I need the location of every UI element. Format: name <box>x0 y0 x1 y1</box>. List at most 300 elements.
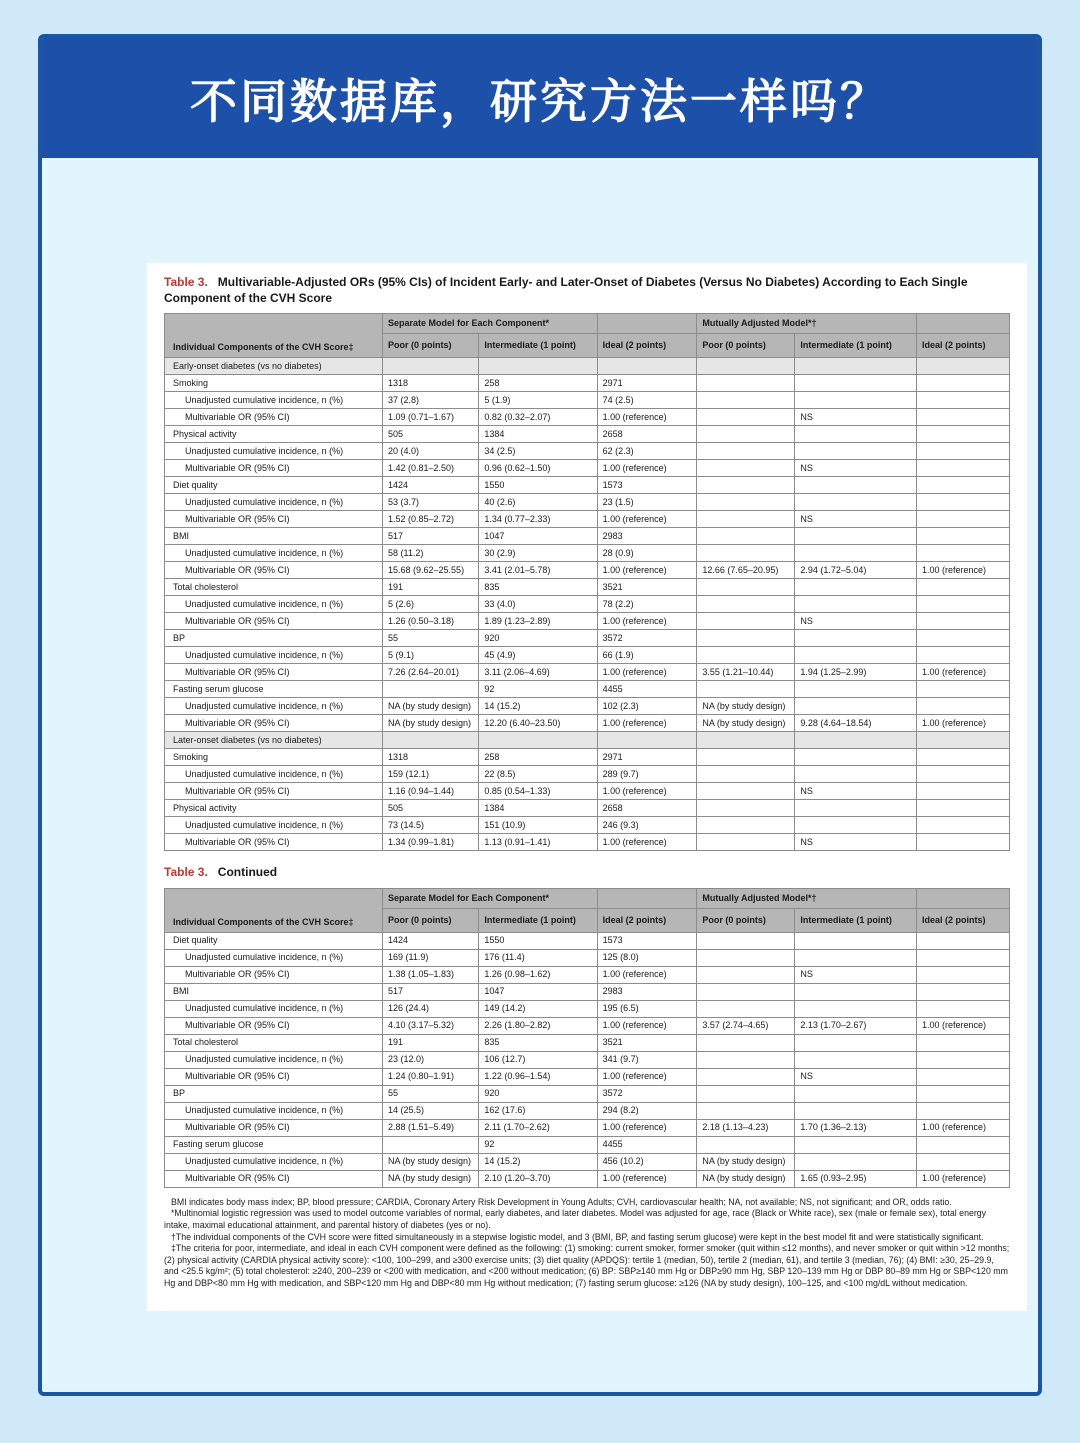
row-label-cell: Early-onset diabetes (vs no diabetes) <box>165 358 383 375</box>
value-cell: 14 (25.5) <box>383 1102 479 1119</box>
value-cell: 2.88 (1.51–5.49) <box>383 1119 479 1136</box>
value-cell: NA (by study design) <box>383 1153 479 1170</box>
value-cell: 1.00 (reference) <box>597 562 697 579</box>
table1-caption <box>164 275 1010 306</box>
table-row <box>165 1068 1010 1085</box>
value-cell: 1.70 (1.36–2.13) <box>795 1119 917 1136</box>
value-cell <box>697 1085 795 1102</box>
row-label-cell: Multivariable OR (95% CI) <box>165 783 383 800</box>
value-cell <box>795 1153 917 1170</box>
column-header: Intermediate (1 point) <box>479 334 597 358</box>
row-label-cell: Unadjusted cumulative incidence, n (%) <box>165 596 383 613</box>
value-cell: 1573 <box>597 477 697 494</box>
value-cell: 1424 <box>383 477 479 494</box>
table1-group-header-row <box>165 314 1010 334</box>
value-cell <box>697 800 795 817</box>
value-cell: 517 <box>383 983 479 1000</box>
value-cell: 456 (10.2) <box>597 1153 697 1170</box>
value-cell: 1.00 (reference) <box>597 1068 697 1085</box>
value-cell <box>795 1000 917 1017</box>
row-label-cell: Unadjusted cumulative incidence, n (%) <box>165 1051 383 1068</box>
value-cell <box>795 443 917 460</box>
value-cell: NA (by study design) <box>697 1170 795 1187</box>
value-cell: 9.28 (4.64–18.54) <box>795 715 917 732</box>
row-label-cell: Multivariable OR (95% CI) <box>165 715 383 732</box>
table-row <box>165 698 1010 715</box>
value-cell <box>479 732 597 749</box>
value-cell <box>697 647 795 664</box>
row-label-cell: BP <box>165 1085 383 1102</box>
row-label-cell: Unadjusted cumulative incidence, n (%) <box>165 698 383 715</box>
footnote-asterisk: *Multinomial logistic regression was used to model outcome variables of normal, early diabetes, and later diabetes. Model was adjusted for age, race (Black or White race), sex (male or female sex), total energy intake, maximal educational attainment, and parental history of diabetes (yes or no). <box>164 1208 987 1230</box>
value-cell: 2.94 (1.72–5.04) <box>795 562 917 579</box>
table-row <box>165 1153 1010 1170</box>
value-cell <box>917 443 1010 460</box>
row-label-cell: Unadjusted cumulative incidence, n (%) <box>165 392 383 409</box>
row-label-cell: Fasting serum glucose <box>165 1136 383 1153</box>
value-cell <box>697 732 795 749</box>
table2 <box>164 888 1010 1188</box>
value-cell <box>697 579 795 596</box>
table-row <box>165 511 1010 528</box>
value-cell <box>597 732 697 749</box>
value-cell <box>917 511 1010 528</box>
value-cell: 2.11 (1.70–2.62) <box>479 1119 597 1136</box>
value-cell: 1.00 (reference) <box>597 1170 697 1187</box>
value-cell <box>795 579 917 596</box>
table-row <box>165 1170 1010 1187</box>
row-label-cell: Multivariable OR (95% CI) <box>165 562 383 579</box>
footnote-dagger: †The individual components of the CVH score were fitted simultaneously in a stepwise logistic model, and 3 (BMI, BP, and fasting serum glucose) were kept in the best model fit and were statistically significant. <box>171 1231 984 1242</box>
column-header: Poor (0 points) <box>383 334 479 358</box>
value-cell: 3.57 (2.74–4.65) <box>697 1017 795 1034</box>
value-cell: NS <box>795 783 917 800</box>
value-cell: 33 (4.0) <box>479 596 597 613</box>
value-cell: NA (by study design) <box>697 715 795 732</box>
value-cell <box>597 358 697 375</box>
table-row <box>165 477 1010 494</box>
table-row <box>165 1000 1010 1017</box>
value-cell: 1.00 (reference) <box>597 966 697 983</box>
value-cell: 45 (4.9) <box>479 647 597 664</box>
value-cell: 92 <box>479 1136 597 1153</box>
value-cell: 73 (14.5) <box>383 817 479 834</box>
value-cell <box>795 766 917 783</box>
table-row <box>165 647 1010 664</box>
value-cell: 1.13 (0.91–1.41) <box>479 834 597 851</box>
table-row <box>165 834 1010 851</box>
value-cell: 23 (12.0) <box>383 1051 479 1068</box>
value-cell <box>697 749 795 766</box>
value-cell: 30 (2.9) <box>479 545 597 562</box>
value-cell: 55 <box>383 630 479 647</box>
value-cell <box>795 932 917 949</box>
value-cell: 1550 <box>479 477 597 494</box>
footnote-abbreviations: BMI indicates body mass index; BP, blood pressure; CARDIA, Coronary Artery Risk Development in Young Adults; CVH, cardiovascular health; NA, not available; NS, not significant; and OR, odds ratio. <box>171 1196 952 1207</box>
value-cell: 1.94 (1.25–2.99) <box>795 664 917 681</box>
value-cell: 1.38 (1.05–1.83) <box>383 966 479 983</box>
column-header: Ideal (2 points) <box>917 908 1010 932</box>
value-cell: 4455 <box>597 681 697 698</box>
value-cell: 58 (11.2) <box>383 545 479 562</box>
value-cell: 1.00 (reference) <box>597 460 697 477</box>
value-cell: 1.00 (reference) <box>597 834 697 851</box>
table-row <box>165 1136 1010 1153</box>
value-cell: 2.18 (1.13–4.23) <box>697 1119 795 1136</box>
table-footnotes <box>164 1197 1010 1290</box>
value-cell: 106 (12.7) <box>479 1051 597 1068</box>
value-cell: 1.00 (reference) <box>597 1017 697 1034</box>
value-cell <box>917 1000 1010 1017</box>
value-cell <box>479 358 597 375</box>
value-cell <box>795 494 917 511</box>
value-cell: NS <box>795 966 917 983</box>
value-cell: 78 (2.2) <box>597 596 697 613</box>
group-header-spacer <box>597 888 697 908</box>
value-cell: 517 <box>383 528 479 545</box>
value-cell: 7.26 (2.64–20.01) <box>383 664 479 681</box>
value-cell: 22 (8.5) <box>479 766 597 783</box>
value-cell <box>917 494 1010 511</box>
value-cell: 341 (9.7) <box>597 1051 697 1068</box>
value-cell: 126 (24.4) <box>383 1000 479 1017</box>
value-cell <box>795 528 917 545</box>
title-banner <box>42 38 1038 158</box>
value-cell: 37 (2.8) <box>383 392 479 409</box>
row-label-cell: Multivariable OR (95% CI) <box>165 664 383 681</box>
value-cell: NS <box>795 460 917 477</box>
value-cell: 0.85 (0.54–1.33) <box>479 783 597 800</box>
value-cell <box>917 1153 1010 1170</box>
value-cell <box>697 460 795 477</box>
value-cell <box>697 375 795 392</box>
row-label-cell: Physical activity <box>165 426 383 443</box>
group-header-spacer <box>917 888 1010 908</box>
value-cell: 1.00 (reference) <box>917 664 1010 681</box>
value-cell <box>697 494 795 511</box>
value-cell <box>795 698 917 715</box>
table-row <box>165 949 1010 966</box>
value-cell <box>697 681 795 698</box>
row-label-cell: BMI <box>165 528 383 545</box>
table-row <box>165 579 1010 596</box>
value-cell <box>795 1085 917 1102</box>
table-row <box>165 494 1010 511</box>
column-header: Poor (0 points) <box>697 908 795 932</box>
value-cell <box>795 375 917 392</box>
value-cell: 3521 <box>597 1034 697 1051</box>
value-cell: 1.00 (reference) <box>597 613 697 630</box>
value-cell: NS <box>795 409 917 426</box>
value-cell: 34 (2.5) <box>479 443 597 460</box>
row-label-cell: Unadjusted cumulative incidence, n (%) <box>165 1102 383 1119</box>
value-cell: 2971 <box>597 749 697 766</box>
row-label-cell: Multivariable OR (95% CI) <box>165 1068 383 1085</box>
value-cell: 0.96 (0.62–1.50) <box>479 460 597 477</box>
value-cell: 1318 <box>383 749 479 766</box>
value-cell: 1047 <box>479 983 597 1000</box>
value-cell: 1.00 (reference) <box>597 783 697 800</box>
value-cell <box>795 1034 917 1051</box>
value-cell: 1.34 (0.99–1.81) <box>383 834 479 851</box>
column-header: Ideal (2 points) <box>597 334 697 358</box>
value-cell: 1.89 (1.23–2.89) <box>479 613 597 630</box>
value-cell <box>795 749 917 766</box>
value-cell <box>383 1136 479 1153</box>
value-cell: 1384 <box>479 426 597 443</box>
value-cell <box>697 409 795 426</box>
value-cell: 151 (10.9) <box>479 817 597 834</box>
value-cell <box>383 681 479 698</box>
column-header: Poor (0 points) <box>383 908 479 932</box>
value-cell <box>697 358 795 375</box>
value-cell: 1.00 (reference) <box>597 664 697 681</box>
value-cell <box>697 983 795 1000</box>
table1-stub-header: Individual Components of the CVH Score‡ <box>165 314 383 358</box>
value-cell: 3572 <box>597 1085 697 1102</box>
value-cell <box>795 1136 917 1153</box>
row-label-cell: Multivariable OR (95% CI) <box>165 409 383 426</box>
table2-stub-header: Individual Components of the CVH Score‡ <box>165 888 383 932</box>
table-row <box>165 1102 1010 1119</box>
value-cell: 162 (17.6) <box>479 1102 597 1119</box>
value-cell: NA (by study design) <box>383 715 479 732</box>
table-row <box>165 545 1010 562</box>
value-cell <box>697 1051 795 1068</box>
value-cell <box>383 358 479 375</box>
value-cell: 15.68 (9.62–25.55) <box>383 562 479 579</box>
value-cell: 1.00 (reference) <box>917 715 1010 732</box>
value-cell: 92 <box>479 681 597 698</box>
footnote-double-dagger: ‡The criteria for poor, intermediate, and ideal in each CVH component were defined as the following: (1) smoking: current smoker, former smoker (quit within ≤12 months), and never smoker or quit within >12 months; (2) physical activity (CARDIA physical activity score): <100, 100–299, and ≥300 exercise units; (3) diet quality (APDQS): tertile 1 (median, 50), tertile 2 (median, 61), and tertile 3 (median, 76); (4) BMI: ≥30, 25–29.9, and <25.5 kg/m²; (5) total cholesterol: ≥240, 200–239 or <200 with medication, and <200 without medication; (6) BP: SBP≥140 mm Hg or DBP≥90 mm Hg, SBP 120–139 mm Hg or DBP 80–89 mm Hg or SBP<120 mm Hg and DBP<80 mm Hg with medication, and SBP<120 mm Hg and DBP<80 mm Hg without medication; (7) fasting serum glucose: ≥126 (NA by study design), 100–125, and <100 mg/dL without medication. <box>164 1243 1010 1289</box>
column-header: Ideal (2 points) <box>917 334 1010 358</box>
value-cell <box>917 749 1010 766</box>
table-row <box>165 630 1010 647</box>
value-cell: 102 (2.3) <box>597 698 697 715</box>
value-cell <box>697 630 795 647</box>
value-cell <box>697 949 795 966</box>
row-label-cell: Multivariable OR (95% CI) <box>165 1017 383 1034</box>
value-cell: 2983 <box>597 983 697 1000</box>
value-cell: NS <box>795 834 917 851</box>
table-row <box>165 1051 1010 1068</box>
value-cell <box>795 545 917 562</box>
value-cell: 14 (15.2) <box>479 1153 597 1170</box>
row-label-cell: Multivariable OR (95% CI) <box>165 613 383 630</box>
value-cell <box>917 834 1010 851</box>
value-cell <box>917 613 1010 630</box>
value-cell: 3.11 (2.06–4.69) <box>479 664 597 681</box>
value-cell <box>917 630 1010 647</box>
value-cell <box>917 647 1010 664</box>
value-cell: 1.00 (reference) <box>597 1119 697 1136</box>
value-cell <box>697 426 795 443</box>
value-cell <box>917 528 1010 545</box>
value-cell: 195 (6.5) <box>597 1000 697 1017</box>
value-cell <box>795 800 917 817</box>
table-row <box>165 392 1010 409</box>
value-cell <box>697 443 795 460</box>
row-label-cell: Diet quality <box>165 477 383 494</box>
table-row <box>165 426 1010 443</box>
value-cell: 66 (1.9) <box>597 647 697 664</box>
value-cell <box>697 477 795 494</box>
column-header: Intermediate (1 point) <box>479 908 597 932</box>
value-cell <box>697 834 795 851</box>
value-cell: 4455 <box>597 1136 697 1153</box>
table-row <box>165 800 1010 817</box>
row-label-cell: Multivariable OR (95% CI) <box>165 966 383 983</box>
value-cell <box>917 392 1010 409</box>
value-cell: 191 <box>383 1034 479 1051</box>
value-cell: 169 (11.9) <box>383 949 479 966</box>
value-cell: 1.00 (reference) <box>917 1170 1010 1187</box>
paper-page <box>147 263 1027 1311</box>
table-row <box>165 681 1010 698</box>
value-cell <box>795 630 917 647</box>
column-header: Poor (0 points) <box>697 334 795 358</box>
value-cell <box>795 596 917 613</box>
table-row <box>165 664 1010 681</box>
value-cell <box>697 1068 795 1085</box>
row-label-cell: BP <box>165 630 383 647</box>
value-cell: 2.13 (1.70–2.67) <box>795 1017 917 1034</box>
value-cell <box>697 932 795 949</box>
value-cell: 40 (2.6) <box>479 494 597 511</box>
value-cell <box>795 732 917 749</box>
value-cell: NA (by study design) <box>697 1153 795 1170</box>
value-cell: 835 <box>479 1034 597 1051</box>
value-cell: 1.00 (reference) <box>917 562 1010 579</box>
value-cell: 1.22 (0.96–1.54) <box>479 1068 597 1085</box>
value-cell: 3521 <box>597 579 697 596</box>
row-label-cell: BMI <box>165 983 383 1000</box>
value-cell: 1.26 (0.50–3.18) <box>383 613 479 630</box>
table2-group-mutually-adjusted: Mutually Adjusted Model*† <box>697 888 917 908</box>
value-cell: 176 (11.4) <box>479 949 597 966</box>
table-row <box>165 766 1010 783</box>
value-cell <box>795 983 917 1000</box>
value-cell: 246 (9.3) <box>597 817 697 834</box>
value-cell <box>697 511 795 528</box>
value-cell <box>795 949 917 966</box>
page-title: 不同数据库，研究方法一样吗？ <box>190 74 890 128</box>
value-cell <box>917 817 1010 834</box>
table-row <box>165 783 1010 800</box>
table-row <box>165 596 1010 613</box>
row-label-cell: Unadjusted cumulative incidence, n (%) <box>165 647 383 664</box>
table1-caption-title: Multivariable-Adjusted ORs (95% CIs) of Incident Early- and Later-Onset of Diabetes (Versus No Diabetes) According to Each Single Component of the CVH Score <box>164 275 968 305</box>
value-cell <box>697 528 795 545</box>
value-cell: 1.24 (0.80–1.91) <box>383 1068 479 1085</box>
value-cell <box>917 460 1010 477</box>
value-cell: 920 <box>479 630 597 647</box>
value-cell: 74 (2.5) <box>597 392 697 409</box>
row-label-cell: Multivariable OR (95% CI) <box>165 1170 383 1187</box>
value-cell <box>917 426 1010 443</box>
section-row <box>165 732 1010 749</box>
value-cell <box>917 783 1010 800</box>
value-cell: 505 <box>383 426 479 443</box>
value-cell <box>917 409 1010 426</box>
column-header: Ideal (2 points) <box>597 908 697 932</box>
value-cell: 2971 <box>597 375 697 392</box>
table-row <box>165 1034 1010 1051</box>
value-cell: 1.00 (reference) <box>917 1119 1010 1136</box>
value-cell <box>795 392 917 409</box>
value-cell <box>383 732 479 749</box>
value-cell <box>917 1136 1010 1153</box>
table-row <box>165 983 1010 1000</box>
row-label-cell: Unadjusted cumulative incidence, n (%) <box>165 766 383 783</box>
value-cell <box>917 1102 1010 1119</box>
row-label-cell: Unadjusted cumulative incidence, n (%) <box>165 949 383 966</box>
value-cell: 1.34 (0.77–2.33) <box>479 511 597 528</box>
row-label-cell: Smoking <box>165 749 383 766</box>
value-cell <box>917 681 1010 698</box>
value-cell <box>917 1051 1010 1068</box>
value-cell: 1550 <box>479 932 597 949</box>
value-cell <box>795 426 917 443</box>
value-cell <box>917 966 1010 983</box>
table1-group-mutually-adjusted: Mutually Adjusted Model*† <box>697 314 917 334</box>
section-row <box>165 358 1010 375</box>
value-cell: 53 (3.7) <box>383 494 479 511</box>
value-cell <box>917 545 1010 562</box>
value-cell: 149 (14.2) <box>479 1000 597 1017</box>
table2-caption <box>164 865 1010 881</box>
value-cell: 1.00 (reference) <box>597 715 697 732</box>
table-row <box>165 562 1010 579</box>
value-cell <box>795 1102 917 1119</box>
value-cell: 12.20 (6.40–23.50) <box>479 715 597 732</box>
value-cell: 5 (1.9) <box>479 392 597 409</box>
group-header-spacer <box>597 314 697 334</box>
table2-caption-title: Continued <box>217 865 278 880</box>
table1 <box>164 313 1010 851</box>
value-cell: 125 (8.0) <box>597 949 697 966</box>
row-label-cell: Unadjusted cumulative incidence, n (%) <box>165 494 383 511</box>
value-cell: 28 (0.9) <box>597 545 697 562</box>
value-cell: 12.66 (7.65–20.95) <box>697 562 795 579</box>
value-cell <box>917 698 1010 715</box>
value-cell: NS <box>795 613 917 630</box>
value-cell: 289 (9.7) <box>597 766 697 783</box>
value-cell: 2658 <box>597 426 697 443</box>
value-cell: 55 <box>383 1085 479 1102</box>
value-cell: NA (by study design) <box>383 1170 479 1187</box>
value-cell: 3.41 (2.01–5.78) <box>479 562 597 579</box>
value-cell <box>917 358 1010 375</box>
value-cell <box>697 966 795 983</box>
value-cell: 2658 <box>597 800 697 817</box>
value-cell: 2.10 (1.20–3.70) <box>479 1170 597 1187</box>
table-row <box>165 932 1010 949</box>
table-row <box>165 375 1010 392</box>
row-label-cell: Multivariable OR (95% CI) <box>165 511 383 528</box>
value-cell: 3.55 (1.21–10.44) <box>697 664 795 681</box>
value-cell: 3572 <box>597 630 697 647</box>
value-cell: 1.26 (0.98–1.62) <box>479 966 597 983</box>
group-header-spacer <box>917 314 1010 334</box>
table-row <box>165 528 1010 545</box>
value-cell: 1.65 (0.93–2.95) <box>795 1170 917 1187</box>
table-row <box>165 1017 1010 1034</box>
table-row <box>165 409 1010 426</box>
table-row <box>165 460 1010 477</box>
value-cell: 1318 <box>383 375 479 392</box>
value-cell <box>917 375 1010 392</box>
